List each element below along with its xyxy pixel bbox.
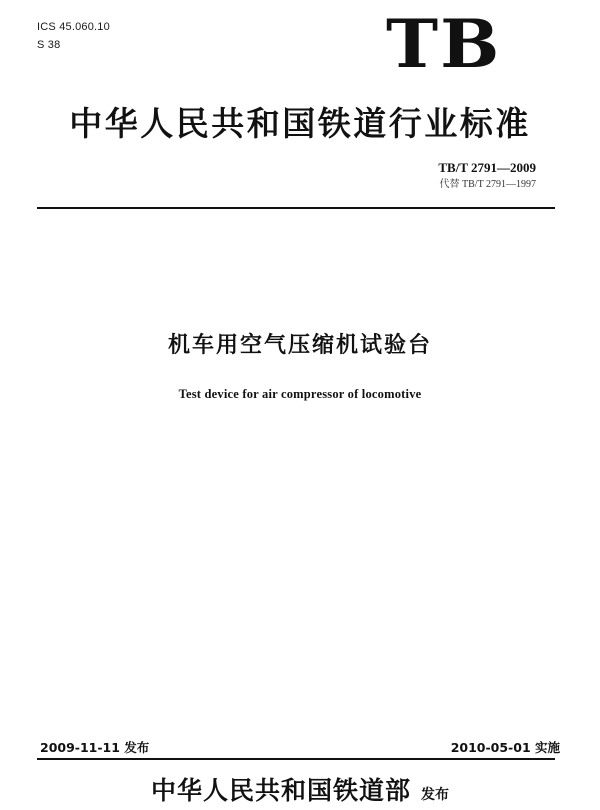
replaces-standard: 代替 TB/T 2791—1997 (439, 179, 536, 190)
issuing-authority (0, 776, 600, 810)
issue-date: 2009-11-11 发布 (40, 740, 150, 755)
bottom-divider (37, 758, 555, 760)
classification-code: S 38 (37, 39, 61, 51)
organization-title: 中华人民共和国铁道行业标准 (69, 104, 531, 143)
ics-code: ICS 45.060.10 (37, 21, 110, 33)
document-title-chinese: 机车用空气压缩机试验台 (167, 333, 432, 358)
issuer-action: 发布 (421, 787, 449, 803)
issuer-name: 中华人民共和国铁道部 (150, 776, 411, 805)
effective-date: 2010-05-01 实施 (450, 740, 560, 755)
top-divider (37, 207, 555, 209)
document-title-english: Test device for air compressor of locomotive (178, 387, 422, 401)
tb-logo: TB (386, 4, 502, 84)
standard-number: TB/T 2791—2009 (438, 160, 536, 175)
